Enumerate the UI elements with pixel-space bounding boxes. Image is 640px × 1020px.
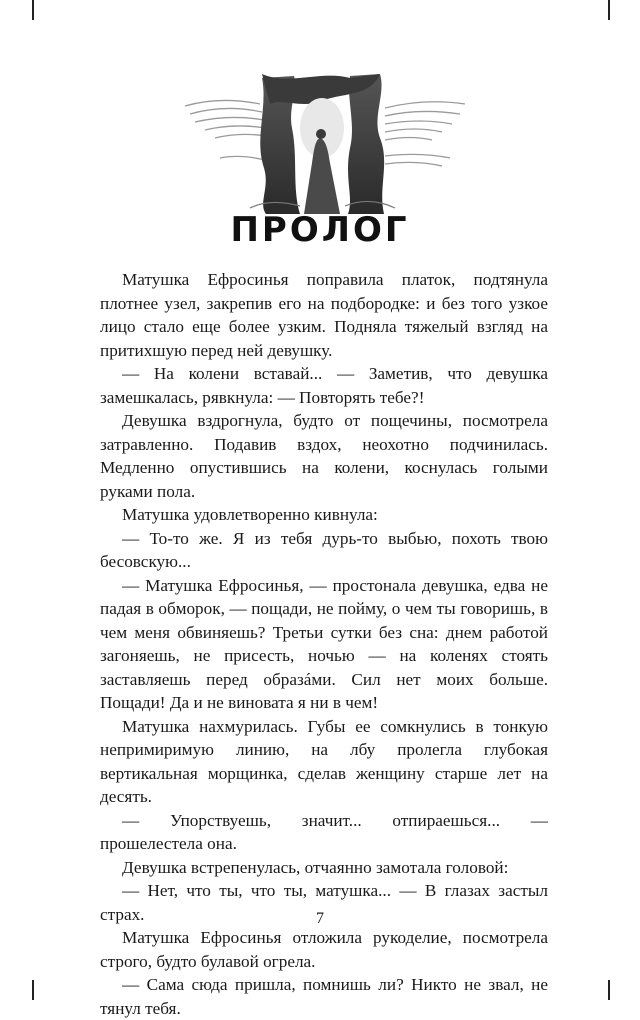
paragraph: Матушка Ефросинья отложила рукоделие, посмотрела строго, будто булавой огрела.: [100, 928, 548, 971]
paragraph: Матушка нахмурилась. Губы ее сомкнулись в тонкую непримиримую линию, на лбу пролегла глубокая вертикальная морщинка, сделав женщину старше лет на десять.: [100, 716, 548, 806]
paragraph: — Нет, что ты, что ты, матушка... — В глазах застыл страх.: [100, 881, 548, 924]
crop-mark-bottom-left: [32, 980, 34, 1000]
paragraph: Девушка встрепенулась, отчаянно замотала головой:: [122, 857, 509, 877]
paragraph: — Сама сюда пришла, помнишь ли? Никто не звал, не тянул тебя.: [100, 975, 548, 1018]
paragraph: — Упорствуешь, значит... отпираешься... — прошелестела она.: [100, 810, 548, 853]
paragraph: — То-то же. Я из тебя дурь-то выбью, похоть твою бесовскую...: [100, 528, 548, 571]
crop-mark-top-right: [608, 0, 610, 20]
paragraph: — На колени вставай... — Заметив, что девушка замешкалась, рявкнула: — Повторять тебе?!: [100, 364, 548, 407]
crop-mark-top-left: [32, 0, 34, 20]
chapter-title: ПРОЛОГ: [230, 210, 410, 250]
paragraph: — Матушка Ефросинья, — простонала девушка, едва не падая в обморок, — пощади, не пойму, о чем ты говоришь, в чем меня обвиняешь? Третьи сутки без сна: днем работой загоняешь, не присесть, ночью — на коленях стоять заставляешь перед образáми. Сил нет моих больше. Пощади! Да и не виновата я ни в чем!: [100, 575, 548, 712]
chapter-vignette-illustration: [180, 68, 470, 216]
paragraph: Матушка Ефросинья поправила платок, подтянула плотнее узел, закрепив его на подбородке: и без того узкое лицо стало еще более узким. Подняла тяжелый взгляд на притихшую перед ней девушку.: [100, 270, 548, 360]
crop-mark-bottom-right: [608, 980, 610, 1000]
body-text: [100, 268, 548, 1020]
page-number: 7: [316, 910, 324, 927]
paragraph: Матушка удовлетворенно кивнула:: [122, 505, 378, 524]
paragraph: Девушка вздрогнула, будто от пощечины, посмотрела затравленно. Подавив вздох, неохотно подчинилась. Медленно опустившись на колени, коснулась голыми руками пола.: [100, 411, 548, 501]
